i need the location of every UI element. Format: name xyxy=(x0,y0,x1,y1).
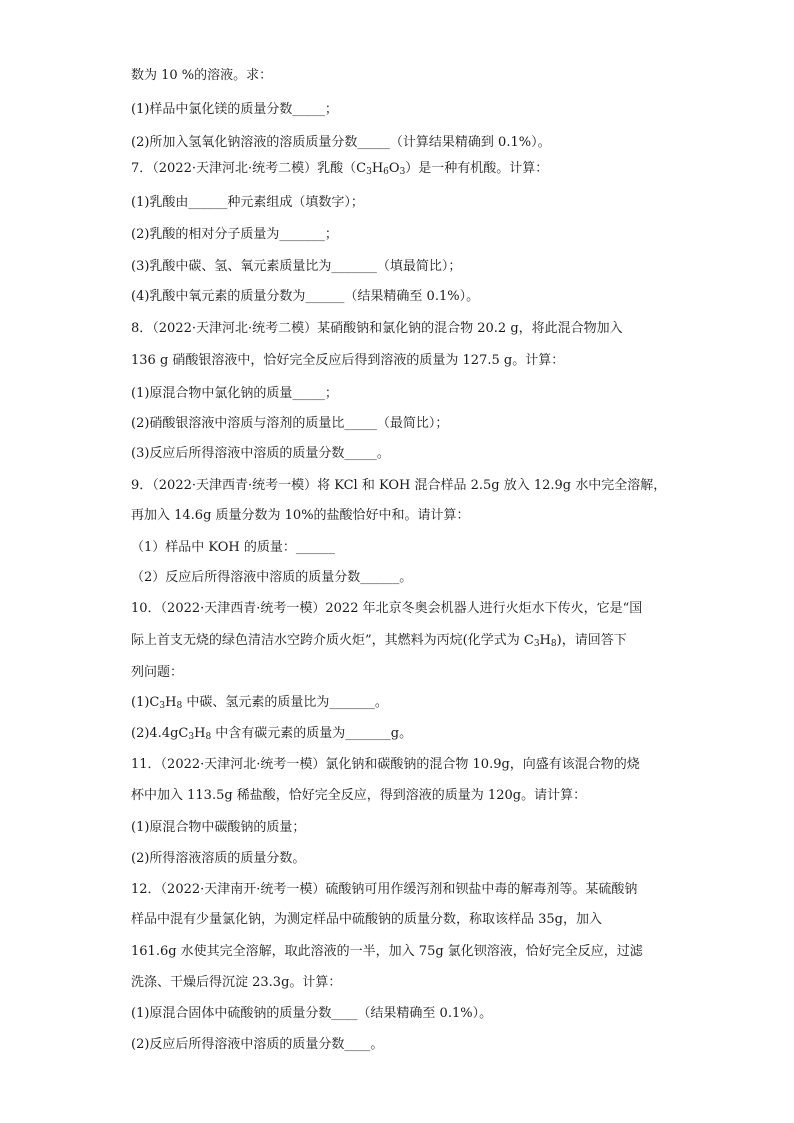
problem-10-stem-line-1: 10．（2022·天津西青·统考一模）2022 年北京冬奥会机器人进行火炬水下传火，它是“国 xyxy=(131,601,643,616)
problem-8-stem-line-2: 136 g 硝酸银溶液中，恰好完全反应后得到溶液的质量为 127.5 g。计算： xyxy=(131,353,565,368)
problem-8-question-1: (1)原混合物中氯化钠的质量_____； xyxy=(131,386,338,401)
problem-12-stem-line-3: 161.6g 水使其完全溶解，取此溶液的一半，加入 75g 氯化钡溶液，恰好完全反应，过滤 xyxy=(131,944,643,959)
problem-11-stem-line-1: 11．（2022·天津河北·统考一模）氯化钠和碳酸钠的混合物 10.9g，向盛有该混合物的烧 xyxy=(131,757,640,772)
problem-9-question-2: （2）反应后所得溶液中溶质的质量分数______。 xyxy=(131,570,413,585)
problem-10-stem-line-2: 际上首支无烧的绿色清洁水空跨介质火炬”，其燃料为丙烷(化学式为 $C_3H_8$)，请回答下 xyxy=(131,633,627,649)
problem-11-stem-line-2: 杯中加入 113.5g 稀盐酸，恰好完全反应，得到溶液的质量为 120g。请计算： xyxy=(131,788,587,803)
problem-7-question-1: (1)乳酸由______种元素组成（填数字）； xyxy=(131,195,364,210)
problem-6-question-2: (2)所加入氢氧化钠溶液的溶质质量分数_____（计算结果精确到 0.1%）。 xyxy=(131,135,551,150)
problem-12-stem-line-4: 洗涤、干燥后得沉淀 23.3g。计算： xyxy=(131,975,342,990)
problem-7-question-2: (2)乳酸的相对分子质量为_______； xyxy=(131,227,338,242)
problem-11-question-2: (2)所得溶液溶质的质量分数。 xyxy=(131,851,306,866)
problem-9-question-1: （1）样品中 KOH 的质量：______ xyxy=(131,540,335,555)
problem-6-text-end: 数为 10 %的溶液。求： xyxy=(131,68,273,83)
problem-11-question-1: (1)原混合物中碳酸钠的质量； xyxy=(131,820,306,835)
problem-7-question-4: (4)乳酸中氧元素的质量分数为______（结果精确至 0.1%）。 xyxy=(131,289,480,304)
problem-12-question-1: (1)原混合固体中硫酸钠的质量分数____（结果精确至 0.1%）。 xyxy=(131,1006,493,1021)
problem-8-question-2: (2)硝酸银溶液中溶质与溶剂的质量比_____（最简比）； xyxy=(131,416,449,431)
problem-9-stem-line-1: 9．（2022·天津西青·统考一模）将 KCl 和 KOH 混合样品 2.5g 放入 12.9g 水中完全溶解， xyxy=(131,478,667,493)
problem-12-stem-line-1: 12．（2022·天津南开·统考一模）硫酸钠可用作缓泻剂和钡盐中毒的解毒剂等。某硫酸钠 xyxy=(131,882,638,897)
problem-10-stem-line-3: 列问题： xyxy=(131,665,184,680)
problem-8-question-3: (3)反应后所得溶液中溶质的质量分数_____。 xyxy=(131,446,390,461)
problem-6-question-1: (1)样品中氯化镁的质量分数_____； xyxy=(131,102,338,117)
problem-9-stem-line-2: 再加入 14.6g 质量分数为 10%的盐酸恰好中和。请计算： xyxy=(131,508,470,523)
problem-10-question-1: $(1)C_3H_8$ 中碳、氢元素的质量比为_______。 xyxy=(131,695,388,711)
problem-12-question-2: (2)反应后所得溶液中溶质的质量分数____。 xyxy=(131,1037,384,1052)
problem-7-question-3: (3)乳酸中碳、氢、氧元素质量比为_______（填最简比）； xyxy=(131,259,462,274)
problem-12-stem-line-2: 样品中混有少量氯化钠，为测定样品中硫酸钠的质量分数，称取该样品 35g，加入 xyxy=(131,912,602,927)
problem-7-stem: 7．（2022·天津河北·统考二模）乳酸$(C_3H_6O_3)$是一种有机酸。计算： xyxy=(131,161,549,177)
problem-10-question-2: $(2)4.4gC_3H_8$ 中含有碳元素的质量为_______g。 xyxy=(131,726,413,742)
problem-8-stem-line-1: 8．（2022·天津河北·统考二模）某硝酸钠和氯化钠的混合物 20.2 g，将此混合物加入 xyxy=(131,321,623,336)
